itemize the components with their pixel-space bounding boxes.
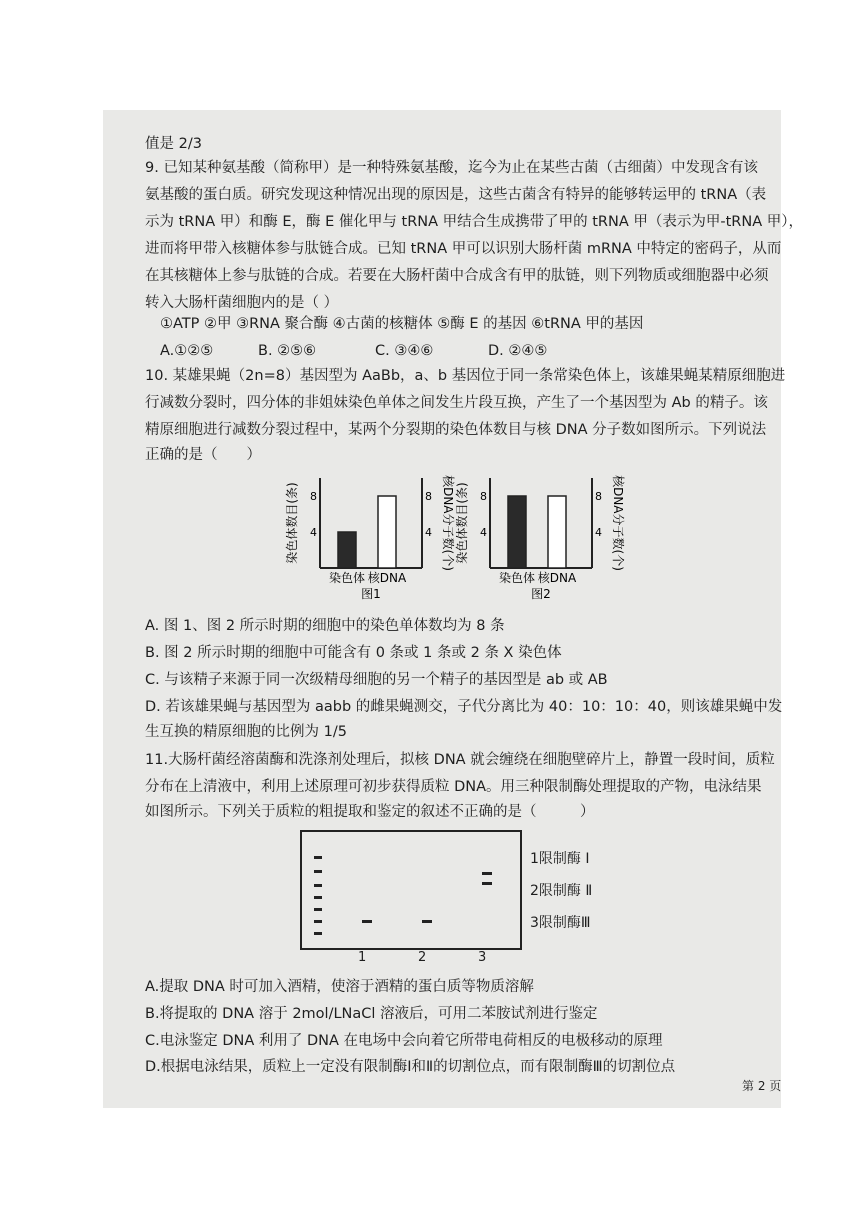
q9-option-a: A.①②⑤ — [160, 343, 214, 359]
category-label: 核DNA — [537, 571, 577, 585]
category-label: 核DNA — [367, 571, 407, 585]
category-label: 染色体 — [328, 571, 366, 585]
q10-option-b: B. 图 2 所示时期的细胞中可能含有 0 条或 1 条或 2 条 X 染色体 — [145, 645, 562, 661]
q11-option-c: C.电泳鉴定 DNA 利用了 DNA 在电场中会向着它所带电荷相反的电极移动的原理 — [145, 1033, 663, 1049]
right-axis-label: 核DNA分子数(个) — [441, 475, 455, 571]
q9-line-3: 示为 tRNA 甲）和酶 E，酶 E 催化甲与 tRNA 甲结合生成携带了甲的 tRNA 甲（表示为甲-tRNA 甲）， — [145, 214, 803, 230]
lane-3-band — [482, 872, 492, 875]
q9-line-4: 进而将甲带入核糖体参与肽链合成。已知 tRNA 甲可以识别大肠杆菌 mRNA 中特定的密码子，从而 — [145, 241, 782, 257]
q11-option-a: A.提取 DNA 时可加入酒精，使溶于酒精的蛋白质等物质溶解 — [145, 979, 534, 995]
lane-3-band — [482, 882, 492, 885]
bar-dna — [378, 496, 396, 568]
bar-chromosome — [508, 496, 526, 568]
bar-chromosome — [338, 532, 356, 568]
marker-band — [314, 856, 322, 859]
right-axis-label: 核DNA分子数(个) — [611, 475, 625, 571]
q10-line-2: 行减数分裂时，四分体的非姐妹染色单体之间发生片段互换，产生了一个基因型为 Ab 的精子。该 — [145, 395, 768, 411]
page-number: 第 2 页 — [742, 1079, 782, 1093]
q10-option-d-1: D. 若该雄果蝇与基因型为 aabb 的雌果蝇测交，子代分离比为 40：10：10：40，则该雄果蝇中发 — [145, 699, 783, 715]
q9-option-d: D. ②④⑤ — [488, 343, 548, 359]
right-tick-label: 8 — [425, 490, 432, 503]
q10-option-d-2: 生互换的精原细胞的比例为 1/5 — [145, 724, 347, 740]
left-tick-label: 4 — [480, 526, 487, 539]
q9-line-6: 转入大肠杆菌细胞内的是（ ） — [145, 295, 339, 311]
q11-line-2: 分布在上清液中，利用上述原理可初步获得质粒 DNA。用三种限制酶处理提取的产物，电泳结果 — [145, 779, 762, 795]
lane-label-3: 3 — [478, 950, 487, 965]
q9-line-5: 在其核糖体上参与肽链的合成。若要在大肠杆菌中合成含有甲的肽链，则下列物质或细胞器中必须 — [145, 268, 769, 284]
right-tick-label: 4 — [425, 526, 432, 539]
marker-band — [314, 884, 322, 887]
q9-option-b: B. ②⑤⑥ — [258, 343, 317, 359]
electrophoresis-gel — [300, 830, 522, 950]
q10-option-c: C. 与该精子来源于同一次级精母细胞的另一个精子的基因型是 ab 或 AB — [145, 672, 608, 688]
left-axis-label: 染色体数目(条) — [455, 482, 469, 564]
category-label: 染色体 — [498, 571, 536, 585]
q8-tail: 值是 2/3 — [145, 136, 202, 152]
q9-line-1: 9. 已知某种氨基酸（简称甲）是一种特殊氨基酸，迄今为止在某些古菌（古细菌）中发现含有该 — [145, 160, 758, 176]
lane-1-band — [362, 920, 372, 923]
figure-title: 图1 — [361, 587, 381, 601]
left-tick-label: 8 — [480, 490, 487, 503]
q11-line-1: 11.大肠杆菌经溶菌酶和洗涤剂处理后，拟核 DNA 就会缠绕在细胞壁碎片上，静置一段时间，质粒 — [145, 752, 775, 768]
bar-dna — [548, 496, 566, 568]
q10-line-3: 精原细胞进行减数分裂过程中，某两个分裂期的染色体数目与核 DNA 分子数如图所示。下列说法 — [145, 422, 767, 438]
marker-band — [314, 896, 322, 899]
right-tick-label: 4 — [595, 526, 602, 539]
marker-band — [314, 870, 322, 873]
left-axis-label: 染色体数目(条) — [285, 482, 299, 564]
lane-label-1: 1 — [358, 950, 367, 965]
q11-line-3: 如图所示。下列关于质粒的粗提取和鉴定的叙述不正确的是（ ） — [145, 804, 595, 820]
paper-sheet — [103, 110, 781, 1108]
figure-title: 图2 — [531, 587, 551, 601]
left-tick-label: 4 — [310, 526, 317, 539]
q10-line-1: 10. 某雄果蝇（2n=8）基因型为 AaBb，a、b 基因位于同一条常染色体上，该雄果蝇某精原细胞进 — [145, 368, 786, 384]
right-tick-label: 8 — [595, 490, 602, 503]
marker-band — [314, 920, 322, 923]
q10-line-4: 正确的是（ ） — [145, 447, 261, 463]
left-tick-label: 8 — [310, 490, 317, 503]
enzyme-label-2: 2限制酶 Ⅱ — [530, 883, 593, 899]
marker-band — [314, 908, 322, 911]
lane-label-2: 2 — [418, 950, 427, 965]
chromosome-dna-charts — [280, 470, 625, 601]
q9-option-c: C. ③④⑥ — [375, 343, 434, 359]
q9-items: ①ATP ②甲 ③RNA 聚合酶 ④古菌的核糖体 ⑤酶 E 的基因 ⑥tRNA 甲的基因 — [160, 316, 644, 332]
lane-2-band — [422, 920, 432, 923]
enzyme-label-3: 3限制酶Ⅲ — [530, 915, 591, 931]
q10-option-a: A. 图 1、图 2 所示时期的细胞中的染色单体数均为 8 条 — [145, 618, 505, 634]
enzyme-label-1: 1限制酶 Ⅰ — [530, 851, 590, 867]
q9-line-2: 氨基酸的蛋白质。研究发现这种情况出现的原因是，这些古菌含有特异的能够转运甲的 tRNA（表 — [145, 187, 767, 203]
q11-option-b: B.将提取的 DNA 溶于 2mol/LNaCl 溶液后，可用二苯胺试剂进行鉴定 — [145, 1006, 598, 1022]
marker-band — [314, 932, 322, 935]
q11-option-d: D.根据电泳结果，质粒上一定没有限制酶Ⅰ和Ⅱ的切割位点，而有限制酶Ⅲ的切割位点 — [145, 1059, 676, 1075]
